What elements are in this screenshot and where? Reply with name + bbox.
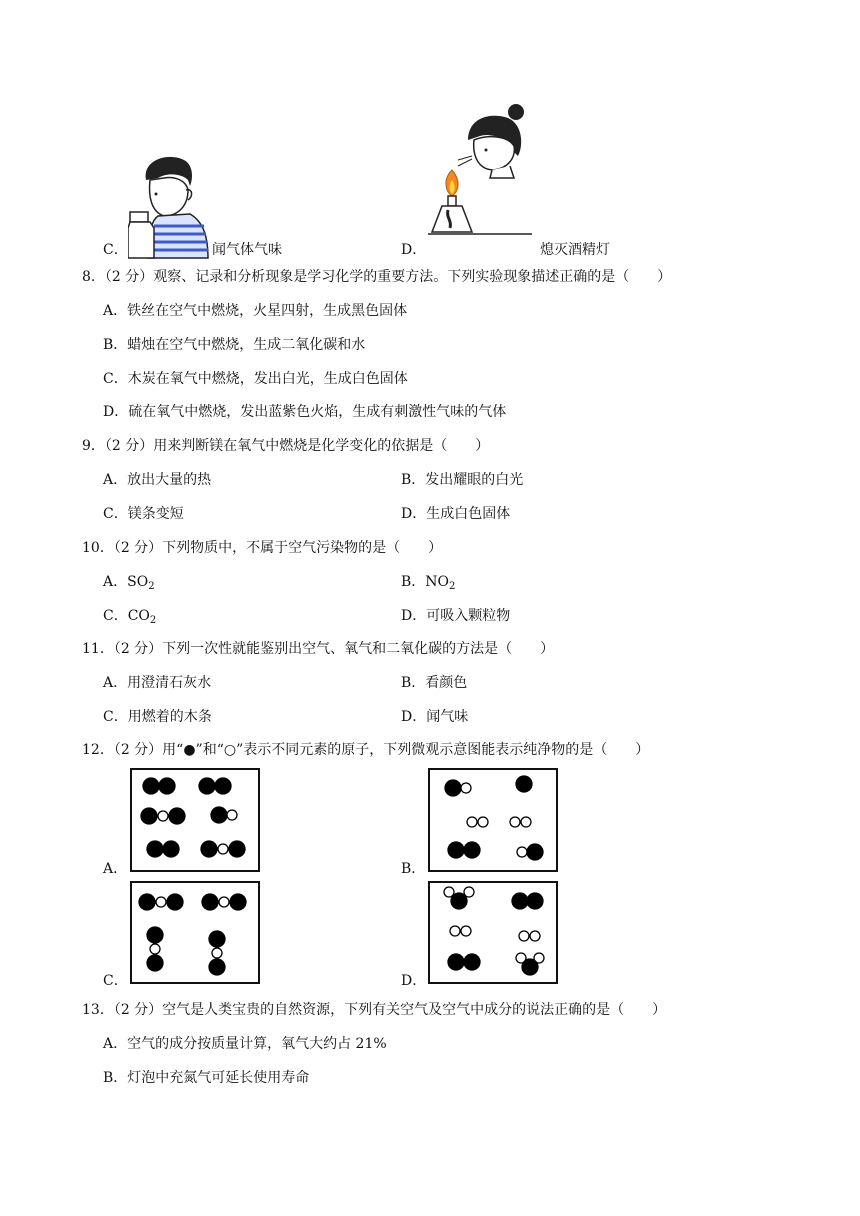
question-12-label-d: D． — [401, 973, 427, 989]
question-9-option-b: B．发出耀眼的白光 — [401, 472, 524, 488]
question-9-option-d: D．生成白色固体 — [401, 506, 511, 522]
question-10-option-c: C．$CO_2$ — [103, 608, 157, 626]
question-11-option-d: D．闻气味 — [401, 709, 469, 725]
question-9-stem: 9．（2 分）用来判断镁在氧气中燃烧是化学变化的依据是（ ） — [82, 438, 490, 454]
question-8-stem: 8．（2 分）观察、记录和分析现象是学习化学的重要方法。下列实验现象描述正确的是（ ） — [82, 269, 672, 285]
question-9-option-a: A．放出大量的热 — [103, 472, 212, 488]
q7-option-d-text: 熄灭酒精灯 — [540, 242, 610, 258]
question-12-label-a: A． — [103, 861, 128, 877]
q7-option-d-letter: D． — [401, 242, 427, 258]
question-10-stem: 10．（2 分）下列物质中，不属于空气污染物的是（ ） — [82, 540, 443, 556]
question-8-option-d: D．硫在氧气中燃烧，发出蓝紫色火焰，生成有刺激性气味的气体 — [103, 404, 507, 420]
question-13-option-b: B．灯泡中充氮气可延长使用寿命 — [103, 1070, 310, 1086]
q7-option-c-text: 闻气体气味 — [212, 242, 282, 258]
question-12-diagram-a — [130, 768, 260, 872]
question-8-option-b: B．蜡烛在空气中燃烧，生成二氧化碳和水 — [103, 337, 366, 353]
question-11-option-b: B．看颜色 — [401, 675, 468, 691]
question-12-diagram-b — [428, 768, 558, 872]
question-9-option-c: C．镁条变短 — [103, 506, 184, 522]
question-8-option-c: C．木炭在氧气中燃烧，发出白光，生成白色固体 — [103, 371, 408, 387]
question-13-stem: 13．（2 分）空气是人类宝贵的自然资源，下列有关空气及空气中成分的说法正确的是（ ） — [82, 1002, 667, 1018]
question-12-diagram-c — [130, 881, 260, 984]
question-13-option-a: A．空气的成分按质量计算，氧气大约占 21% — [103, 1036, 387, 1052]
question-10-option-b: B．$NO_2$ — [401, 574, 456, 592]
question-12-stem: 12．（2 分）用“●”和“○”表示不同元素的原子，下列微观示意图能表示纯净物的是（ ） — [82, 742, 650, 758]
q7-option-c-letter: C． — [103, 242, 128, 258]
q7-illustration-smell-gas — [128, 150, 210, 260]
question-11-stem: 11．（2 分）下列一次性就能鉴别出空气、氧气和二氧化碳的方法是（ ） — [82, 641, 555, 657]
question-8-option-a: A．铁丝在空气中燃烧，火星四射，生成黑色固体 — [103, 303, 408, 319]
question-10-option-a: A．$SO_2$ — [103, 574, 155, 592]
question-12-label-b: B． — [401, 861, 426, 877]
question-12-diagram-d — [428, 881, 558, 984]
question-12-label-c: C． — [103, 973, 128, 989]
question-11-option-a: A．用澄清石灰水 — [103, 675, 212, 691]
question-10-option-d: D．可吸入颗粒物 — [401, 608, 511, 624]
question-11-option-c: C．用燃着的木条 — [103, 709, 212, 725]
q7-illustration-blow-lamp — [428, 100, 532, 260]
